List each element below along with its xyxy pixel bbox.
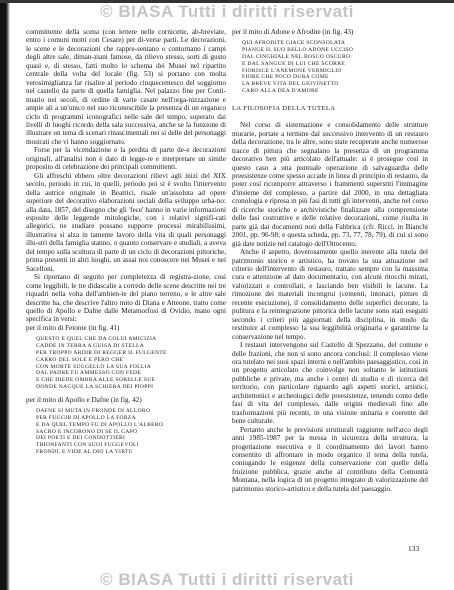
verse-line: DAL PADRE FU AMMESSO CON FEDE <box>36 370 142 377</box>
verse-line: DONDE NACQUE LA SCHIERA DEI PIOPPI <box>36 383 154 390</box>
verse-line: DAFNE SI MUTA IN FRONDE DI ALLORO <box>36 408 151 415</box>
verse-line: SACRO E INCORONÒ DI SÉ IL CAPO <box>36 428 138 435</box>
left-column <box>26 28 226 461</box>
verse-line: QUESTO È QUEL CHE DA COLUI AMICIZIA <box>36 336 157 343</box>
verse-caption: per il mito di Fetonte (in fig. 41) <box>26 323 120 332</box>
body-paragraph: Si riportano di seguito per completezza di registra-zione, così come leggibili, le tre didascalie a corredo delle scene descritte nei tre riquadri nella volta dell'ambien-te del piano terreno, e le altre sale descritte ha, che descrive l'altro mito di Diana e Atteone, tratto come quello di Apollo e Dafne dalle Metamorfosi di Ovidio, mano ogni specifica in versi: <box>26 273 226 324</box>
verse-line: CARRO DEL SOLE E PERÒ CHE <box>36 356 124 363</box>
verse-line: CARO ALLA DEA D'AMORE <box>242 88 319 95</box>
scan-edge <box>0 0 10 590</box>
verse-line: DAL CINGHIALE NEL BOSCO OSCURO <box>242 54 351 61</box>
body-paragraph: Pertanto anche le previsioni strutturali raggiunte nell'arco degli anni 1985-1987 per la messa in sicurezza della struttura, la progettazione esecutiva e il coordinamento dei lavori hanno consentito di affrontare in modo organico il tema della tutela, coniugando le esigenze della conservazione con quelle della fruizione pubblica, grazie anche al contributo della Comunità Montana, nella logica di un progetto integrato di valorizzazione del patrimonio storico-artistico e della tutela del paesaggio. <box>232 425 428 493</box>
verse-line: PIANGE IL SUO BELLO ADONE UCCISO <box>242 47 354 54</box>
verse-line: PER FUGGIR DI APOLLO LA FORZA <box>36 414 136 421</box>
verse-line: PER TROPPO ARDIR DI REGGER IL FULGENTE <box>36 349 167 356</box>
page-number: 133 <box>408 544 420 553</box>
verse-line: E CHE DIEDE OMBRA ALLE SORELLE SUE <box>36 377 156 384</box>
section-heading: LA FILOSOFIA DELLA TUTELA <box>232 104 336 112</box>
verse-block <box>242 40 428 94</box>
verse-line: E DA QUEL TEMPO FU DI APOLLO L'ALBERO <box>36 421 164 428</box>
verse-line: FIORE CHE POCO DURA COME <box>242 74 329 81</box>
body-paragraph: Gli affreschi ebbero oltre decorazioni rilievi agli inizi del XIX secolo, periodo in cui, in quelli, periodo poi si è svolto l'intervento della autrice originale in Beatrici, risale un'assoluta ad opere superiore del decorativo elaborazioni sociali della sviluppo urba-no: alla data, 1857, del disegno che gli 'fece' hanno in varie informazioni esposite delle leggende mitologiche, con i relativi signifi-cati allegorici, ne studiare possano supporre processi mirabilissimi, illustrativa si alza in tamente lavoro della vita di quali personaggi illu-stri della famiglia stanno, o quanto conservare e studiali, a aveva del tempo sulla scultura di parte di un ciclo di decorazioni pittoriche, prima presenti in altri luoghi, un assai noi conoscere nei Musei e nei Sacelloni. <box>26 171 226 273</box>
watermark-top: © BIASA Tutti i diritti riservati <box>100 2 354 21</box>
verse-line: CON MORTE SUGGELLÒ LA SUA FOLLIA <box>36 363 152 370</box>
body-paragraph: Forse per la vicendazione e la perdita di parte de-e decorazioni originali, all'analisi non è dato di legge-re e interpretare un simile proposito di celebrazione dei principali committenti. <box>26 146 226 172</box>
verse-line: DEI POETI E DEI CONDOTTIERI <box>36 435 126 442</box>
verse-line: E DAL SANGUE DI LUI CHE SCORRE <box>242 60 345 67</box>
watermark-bottom: © BIASA Tutti i diritti riservati <box>100 570 354 589</box>
verse-line: FRONDI, E VIDE AL DIO LA VIRTÙ <box>36 448 133 455</box>
right-column <box>232 28 428 493</box>
verse-line: FIORISCE L'ANEMONE VERMIGLIO <box>242 67 342 74</box>
body-paragraph: Nel corso di sistemazione e consolidamento delle strutture murarie, portate a termine dal successivo intervento di un restauro della decorazione, tra le altre, sono state recuperate anche numerose tracce di pittura che segnalano la presenza di un programma decorativo ben più articolato dell'attuale: si è prosegue così in questo caso a una puntuale operazione di salvaguardia delle preesistenze come spesso accade in linea di principio di restauro, da poter così ricomporre attraverso i frammenti superstiti l'immagine d'insieme del complesso, a partire dal 2000, in una dettagliata cronologia e ripresa in più fasi di tutti gli interventi, anche nel corso di ricerche storiche e archivistiche finalizzate alla comprensione delle fasi costruttive e delle relative decorazioni, come risulta in parte già dai documenti noti della Fabbrica (cfr. Ricci, in Bianchi 2001, pp. 96-98; e questa scheda, pp. 73, 77, 78, 79), di cui si sono già date notizie nel catalogo dell'Ottocento. <box>232 121 428 248</box>
verse-block <box>36 336 226 390</box>
body-paragraph: committente della scena (con lettere nelle cornicette, ab-breviate, entro i comuni motti con Cesare) per di-verse parti. Le decorazioni, le scene e le decorazioni che rappre-sentano o contornano i campi degli altre sale, diman-ziani famose, da rilievo stesso, sorti di gusto quasi e, di stesso, fatti molto lo schema dei Musei nel ripartito centrale della volta del locale (fig. 53) si portano con molta verosimiglianza far risalire al periodo cinquecentesco del soggiorno nel castello da parte di quella famiglia. Nel palazzo fine per Conti-nuario nei secoli, di ordine di varie casate nell'orga-nizzazione e ampie ali a un'unico nel suo riconoscibile la presenza di un organico ciclo di programmi iconografici nelle sale del tempo, superato dai livelli di luoghi ricordo della sala successiva, anche se la funzione di illustrare un tema di scenari rinascimentali nei si delle del personaggi mostrati che vi hanno soggiornato. <box>26 28 226 146</box>
verse-caption: per il mito di Apollo e Dafne (in fig. 42) <box>26 395 142 404</box>
verse-line: QUI AFRODITE GIACE SCONSOLATA <box>242 40 346 47</box>
verse-line: TRIONFANTI CON SUOI FUGGEVOLI <box>36 442 139 449</box>
verse-line: CADDE IN TERRA A GUISA DI STELLA <box>36 343 145 350</box>
body-paragraph: I restauri intervengono sul Castello di Spezzano, del comune e delle frazioni, che non si sono ancora conclusi: il complesso viene ora tutelato nei suoi spazi interni e nell'ambito paesaggistico, così in un progetto articolato che coinvolge non soltanto le istituzioni pubbliche e private, ma anche i centri di studio e di ricerca del territorio, con particolare riguardo agli aspetti storici, artistici, architettonici e archeologici delle preesistenze, tenendo conto delle fasi di vita del complesso, dalle origini medievali fino alle trasformazioni più recenti, in una visione unitaria e coerente del bene culturale. <box>232 341 428 426</box>
verse-block <box>36 408 226 456</box>
body-paragraph: Anche il aspetto, doverosamente quello inerente alla tutela del patrimonio storico e artistico, ha trovato la sua attuazione nel criterio dell'intervento di restauro, trattato sempre con la massima cura e attenzione al dato documentario, con alcuni ritocchi mirati, valorizzati e controllati, e lasciando ben visibili le lacune. La rimozione dei materiali incongrui (cementi, intonaci, pitture di recente esecuzione), il consolidamento delle superfici decorate, la pulitura e la reintegrazione pittorica delle lacune sono stati eseguiti secondo i criteri più aggiornati della disciplina, in modo da restituire al complesso la sua leggibilità originaria e garantirne la conservazione nel tempo. <box>232 248 428 341</box>
verse-caption: per il mito di Adone e Afrodite (in fig. 43) <box>232 28 354 36</box>
verse-line: LA BREVE VITA DEL GIOVINETTO <box>242 81 339 88</box>
